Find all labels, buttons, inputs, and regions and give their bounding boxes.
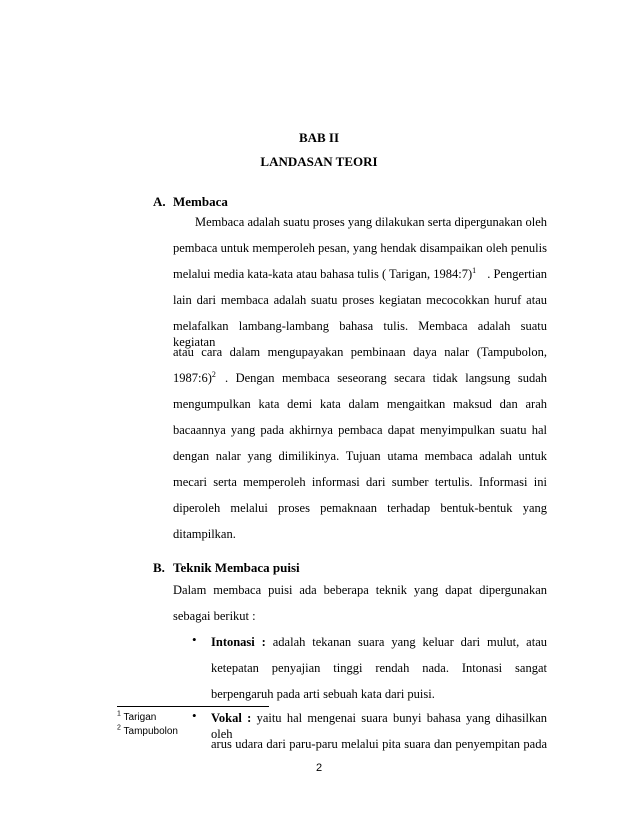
footnote-1: $^1$ Tarigan — [117, 710, 157, 723]
section-a-line-13: ditampilkan. — [173, 527, 236, 541]
section-a-line-1: Membaca adalah suatu proses yang dilakukan serta dipergunakan oleh — [195, 215, 547, 229]
bullet-2-term: Vokal : — [211, 711, 252, 725]
page-number: 2 — [315, 762, 323, 774]
bullet-icon: • — [192, 708, 197, 723]
bullet-1-line-3: berpengaruh pada arti sebuah kata dari puisi. — [211, 687, 435, 701]
section-b-marker: B. — [153, 560, 165, 575]
section-a-line-12: diperoleh melalui proses pemaknaan terhadap bentuk-bentuk yang — [173, 501, 547, 515]
bullet-icon: • — [192, 632, 197, 647]
section-a-line-3: melalui media kata-kata atau bahasa tulis ( Tarigan, 1984:7)$^1$ — [173, 265, 477, 281]
section-a-line-8: mengumpulkan kata demi kata dalam mengaitkan maksud dan arah — [173, 397, 547, 411]
chapter-title: LANDASAN TEORI — [260, 154, 378, 169]
bullet-2-line-2: arus udara dari paru-paru melalui pita suara dan penyempitan pada — [211, 737, 547, 751]
section-a-line-7b: . Dengan membaca seseorang secara tidak langsung sudah — [225, 371, 547, 385]
section-b-intro-1: Dalam membaca puisi ada beberapa teknik yang dapat dipergunakan — [173, 583, 547, 597]
section-a-line-10: dengan nalar yang dimilikinya. Tujuan utama membaca adalah untuk — [173, 449, 547, 463]
section-a-heading: Membaca — [173, 194, 228, 209]
section-a-line-2: pembaca untuk memperoleh pesan, yang hendak disampaikan oleh penulis — [173, 241, 547, 255]
section-a-line-6: atau cara dalam mengupayakan pembinaan daya nalar (Tampubolon, — [173, 345, 547, 359]
section-a-marker: A. — [153, 194, 166, 209]
section-b-heading: Teknik Membaca puisi — [173, 560, 300, 575]
bullet-1-line-1: Intonasi : adalah tekanan suara yang keluar dari mulut, atau — [211, 635, 548, 649]
bullet-2-line-1: Vokal : yaitu hal mengenai suara bunyi bahasa yang dihasilkan oleh — [211, 711, 548, 741]
bullet-1-line-2: ketepatan penyajian tinggi rendah nada. Intonasi sangat — [211, 661, 547, 675]
footnote-ref-2: 2 — [211, 369, 216, 379]
section-b-intro-2: sebagai berikut : — [173, 609, 256, 623]
footnote-2: $^2$ Tampubolon — [117, 724, 178, 737]
section-a-line-4: lain dari membaca adalah suatu proses kegiatan mecocokkan huruf atau — [173, 293, 547, 307]
section-a-line-9: bacaannya yang pada akhirnya pembaca dapat menyimpulkan suatu hal — [173, 423, 547, 437]
bullet-1-term: Intonasi : — [211, 635, 266, 649]
section-a-line-3b: . Pengertian — [487, 267, 547, 281]
footnote-ref-1: 1 — [472, 265, 477, 275]
section-a-line-5: melafalkan lambang-lambang bahasa tulis. Membaca adalah suatu kegiatan — [173, 319, 547, 349]
section-a-line-11: mecari serta memperoleh informasi dari sumber tertulis. Informasi ini — [173, 475, 547, 489]
footnote-separator — [117, 706, 269, 707]
section-a-line-7a: 1987:6)$^2$ — [173, 369, 216, 385]
chapter-label: BAB II — [298, 130, 340, 145]
